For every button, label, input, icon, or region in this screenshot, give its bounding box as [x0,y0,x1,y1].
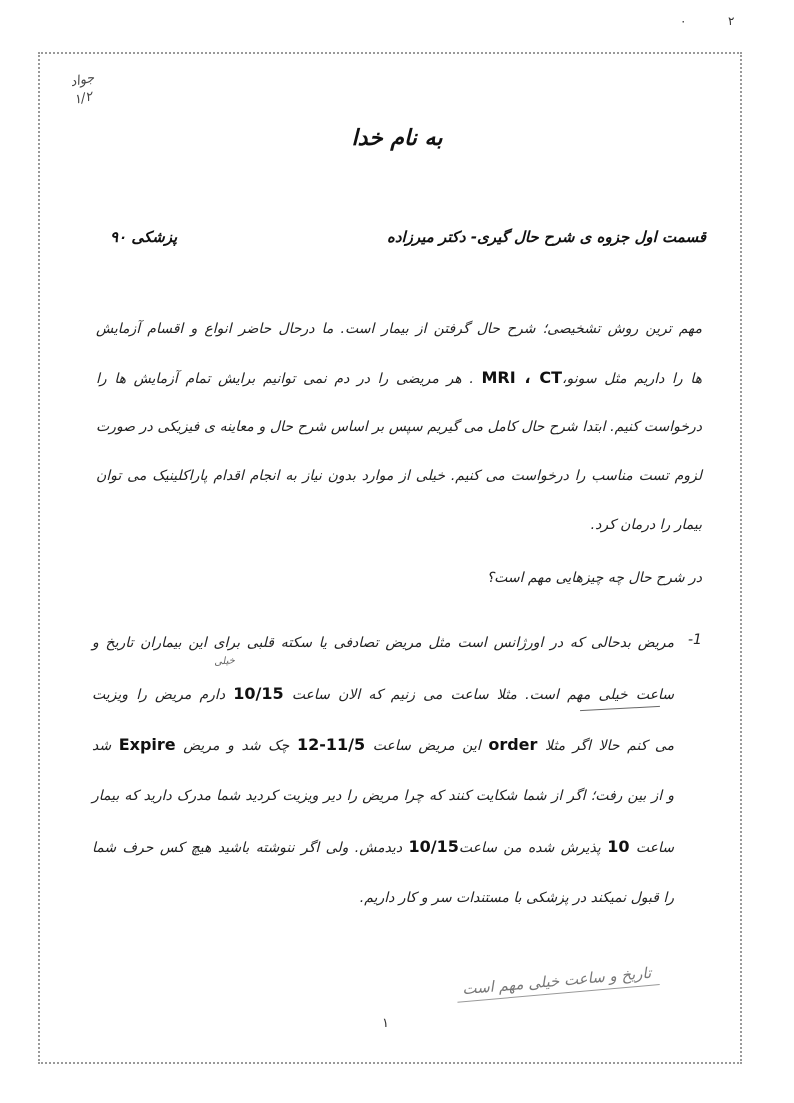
item-line: ساعت خیلی مهم است. مثلا ساعت می زنیم که الان ساعت 10/15 دارم مریض را ویزیت [92,684,674,703]
item-line: مریض بدحالی که در اورژانس است مثل مریض تصادفی یا سکته قلبی برای این بیماران تاریخ و [92,635,674,651]
section-question: در شرح حال چه چیزهایی مهم است؟ [486,570,702,586]
intro-paragraph [96,314,702,559]
item-line: ساعت 10 پذیرش شده من ساعت10/15 دیدمش. ولی اگر ننوشته باشید هیچ کس حرف شما [92,837,675,856]
margin-mark: ٢ [728,14,735,28]
list-item [92,628,674,934]
margin-mark: ٠ [680,14,687,28]
list-item-number: -1 [688,632,702,648]
page-number: ۱ [382,1016,389,1031]
item-line: و از بین رفت؛ اگر از شما شکایت کنند که چرا مریض را دیر ویزیت کردید شما مدرک دارید که بیمار [92,788,674,804]
paragraph-line: ها را داریم مثل سونو،MRI ، CT . هر مریضی را در دم نمی توانیم برایش تمام آزمایش ها را [96,368,703,387]
document-title: به نام خدا [351,126,443,151]
paragraph-line: درخواست کنیم. ابتدا شرح حال کامل می گیریم سپس بر اساس شرح حال و معاینه ی فیزیکی در صورت [96,419,702,435]
header-course-title: قسمت اول جزوه ی شرح حال گیری- دکتر میرزاده [386,228,706,246]
paragraph-line: لزوم تست مناسب را درخواست می کنیم. خیلی از موارد بدون نیاز به انجام اقدام پاراکلینیک می توان [96,468,702,484]
header-class-label: پزشکی ۹۰ [110,228,178,246]
handwritten-note: تاریخ و ساعت خیلی مهم است [461,963,652,999]
corner-note-line: ۱/۲ [72,89,94,108]
paragraph-line: مهم ترین روش تشخیصی؛ شرح حال گرفتن از بیمار است. ما درحال حاضر انواع و اقسام آزمایش [96,321,702,337]
item-line: را قبول نمیکند در پزشکی با مستندات سر و کار داریم. [359,890,674,906]
handwritten-scribble: خیلی [213,655,236,668]
paragraph-line: بیمار را درمان کرد. [590,517,702,533]
corner-note-line: جواد [68,70,96,91]
item-line: می کنم حالا اگر مثلا order این مریض ساعت 11/5-12 چک شد و مریض Expire شد [92,735,675,754]
